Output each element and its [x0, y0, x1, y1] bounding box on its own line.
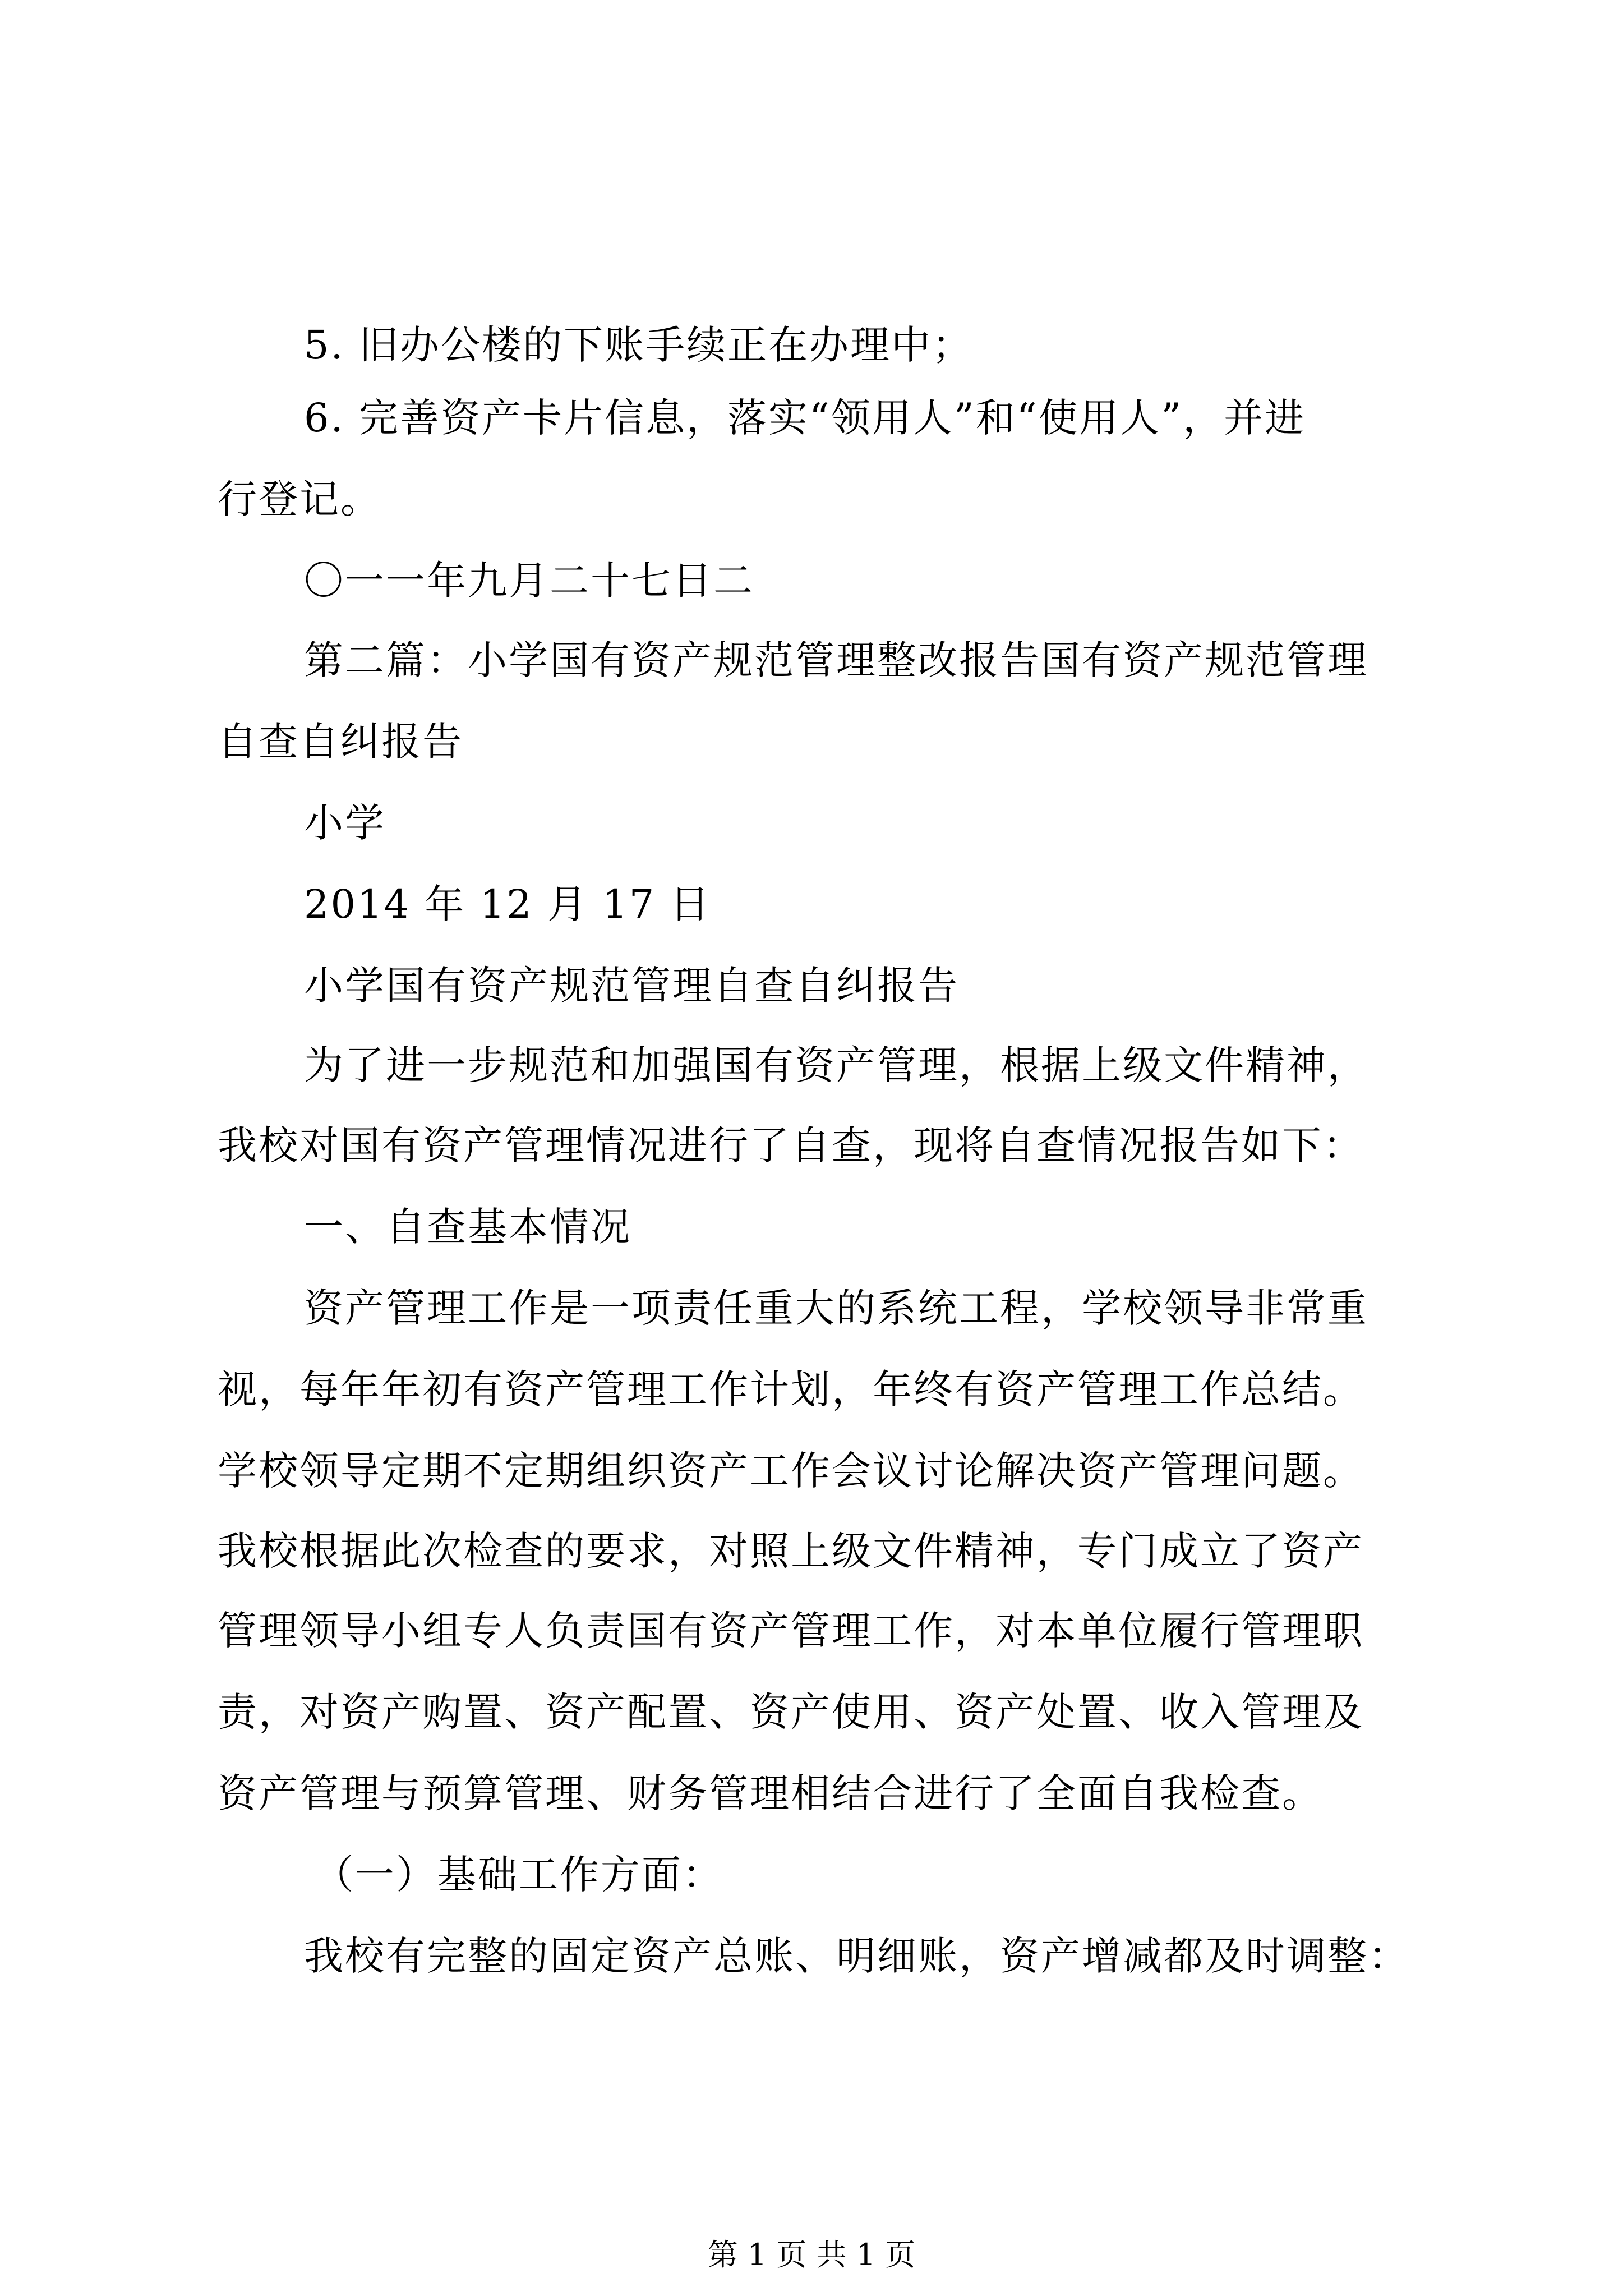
section-heading: 第二篇：小学国有资产规范管理整改报告国有资产规范管理 — [304, 637, 1368, 683]
paragraph-line: 视，每年年初有资产管理工作计划，年终有资产管理工作总结。 — [218, 1366, 1364, 1412]
school-name: 小学 — [304, 800, 386, 846]
report-date: 2014 年 12 月 17 日 — [304, 881, 711, 927]
page-footer: 第 1 页 共 1 页 — [707, 2237, 916, 2272]
paragraph-line: 资产管理与预算管理、财务管理相结合进行了全面自我检查。 — [218, 1770, 1323, 1816]
section-heading: 自查自纠报告 — [218, 719, 463, 765]
paragraph-line: 行登记。 — [218, 476, 381, 522]
paragraph-line: 我校有完整的固定资产总账、明细账，资产增减都及时调整： — [304, 1933, 1409, 1979]
section-heading: 一、自查基本情况 — [304, 1204, 631, 1250]
paragraph-line: 6. 完善资产卡片信息，落实“领用人”和“使用人”，并进 — [304, 395, 1306, 441]
paragraph-line: 5. 旧办公楼的下账手续正在办理中； — [304, 322, 974, 368]
date-line: 〇一一年九月二十七日二 — [304, 558, 754, 604]
paragraph-line: 资产管理工作是一项责任重大的系统工程，学校领导非常重 — [304, 1285, 1368, 1331]
paragraph-line: 我校对国有资产管理情况进行了自查，现将自查情况报告如下： — [218, 1122, 1364, 1168]
paragraph-line: 责，对资产购置、资产配置、资产使用、资产处置、收入管理及 — [218, 1689, 1364, 1735]
paragraph-line: 为了进一步规范和加强国有资产管理，根据上级文件精神， — [304, 1042, 1368, 1088]
paragraph-line: 我校根据此次检查的要求，对照上级文件精神，专门成立了资产 — [218, 1528, 1364, 1574]
paragraph-line: 管理领导小组专人负责国有资产管理工作，对本单位履行管理职 — [218, 1608, 1364, 1654]
paragraph-line: 学校领导定期不定期组织资产工作会议讨论解决资产管理问题。 — [218, 1448, 1364, 1494]
report-title: 小学国有资产规范管理自查自纠报告 — [304, 963, 959, 1009]
subsection-heading: （一）基础工作方面： — [314, 1852, 723, 1898]
